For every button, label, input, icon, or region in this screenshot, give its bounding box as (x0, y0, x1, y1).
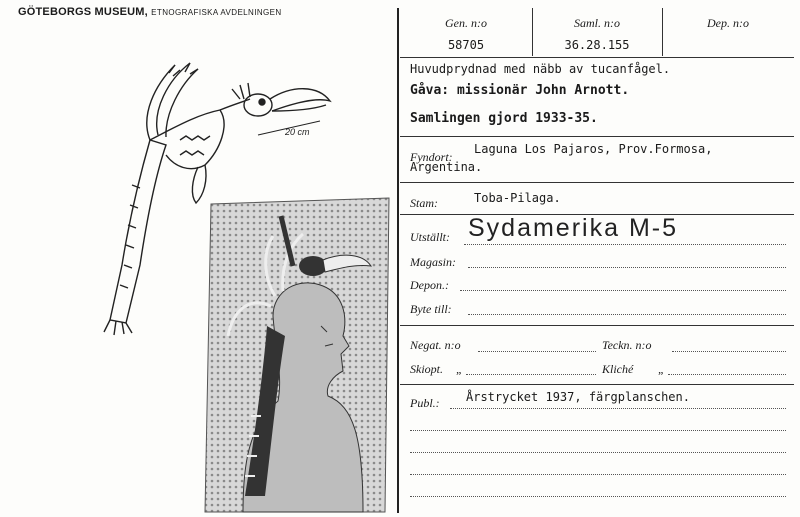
saml-label: Saml. n:o (574, 16, 620, 30)
cliche-label: Kliché (602, 362, 634, 376)
fyndort-label: Fyndort: (410, 150, 453, 164)
blank-line (410, 452, 786, 453)
section-rule (400, 182, 794, 183)
scale-label: 20 cm (285, 127, 310, 137)
magasin-label: Magasin: (410, 255, 456, 269)
negat-label: Negat. n:o (410, 338, 461, 352)
section-rule (400, 136, 794, 137)
utstallt-value: Sydamerika M-5 (468, 214, 678, 242)
skiopt-line (466, 374, 596, 375)
description-line-3: Samlingen gjord 1933-35. (410, 111, 598, 126)
depon-label: Depon.: (410, 278, 449, 292)
cliche-line (668, 374, 786, 375)
museum-heading (18, 6, 282, 18)
utstallt-line (464, 244, 786, 245)
magasin-line (468, 267, 786, 268)
stam-value: Toba-Pilaga. (474, 191, 561, 205)
teckn-label: Teckn. n:o (602, 338, 652, 352)
museum-department: ETNOGRAFISKA AVDELNINGEN (151, 8, 282, 17)
fyndort-line-1: Laguna Los Pajaros, Prov.Formosa, (474, 142, 713, 156)
section-rule (400, 384, 794, 385)
saml-number-cell (532, 8, 662, 56)
record-panel (400, 0, 794, 517)
saml-value: 36.28.155 (564, 38, 630, 52)
skiopt-ditto: „ (456, 362, 463, 376)
gen-number-cell (400, 8, 532, 56)
utstallt-label: Utställt: (410, 230, 451, 244)
blank-line (410, 496, 786, 497)
museum-name: GÖTEBORGS MUSEUM, (18, 6, 148, 18)
gen-label: Gen. n:o (445, 16, 487, 30)
section-rule (400, 325, 794, 326)
dep-number-cell (662, 8, 794, 56)
publ-label: Publ.: (410, 396, 440, 410)
skiopt-label: Skiopt. (410, 362, 443, 376)
header-rule (400, 57, 794, 58)
stam-label: Stam: (410, 196, 438, 210)
negat-line (478, 351, 596, 352)
publ-line (450, 408, 786, 409)
blank-line (410, 474, 786, 475)
fyndort-line-2: Argentina. (410, 160, 483, 174)
description-line-1: Huvudprydnad med näbb av tucanfågel. (410, 62, 671, 76)
description-line-2: Gåva: missionär John Arnott. (410, 83, 630, 98)
byte-label: Byte till: (410, 302, 452, 316)
depon-line (460, 290, 786, 291)
dep-label: Dep. n:o (707, 16, 749, 30)
teckn-line (672, 351, 786, 352)
byte-line (468, 314, 786, 315)
cliche-ditto: „ (658, 362, 665, 376)
publ-value: Årstrycket 1937, färgplanschen. (466, 390, 690, 404)
portrait-plate (203, 196, 393, 514)
blank-line (410, 430, 786, 431)
gen-value: 58705 (447, 38, 485, 52)
card-divider (397, 8, 399, 513)
